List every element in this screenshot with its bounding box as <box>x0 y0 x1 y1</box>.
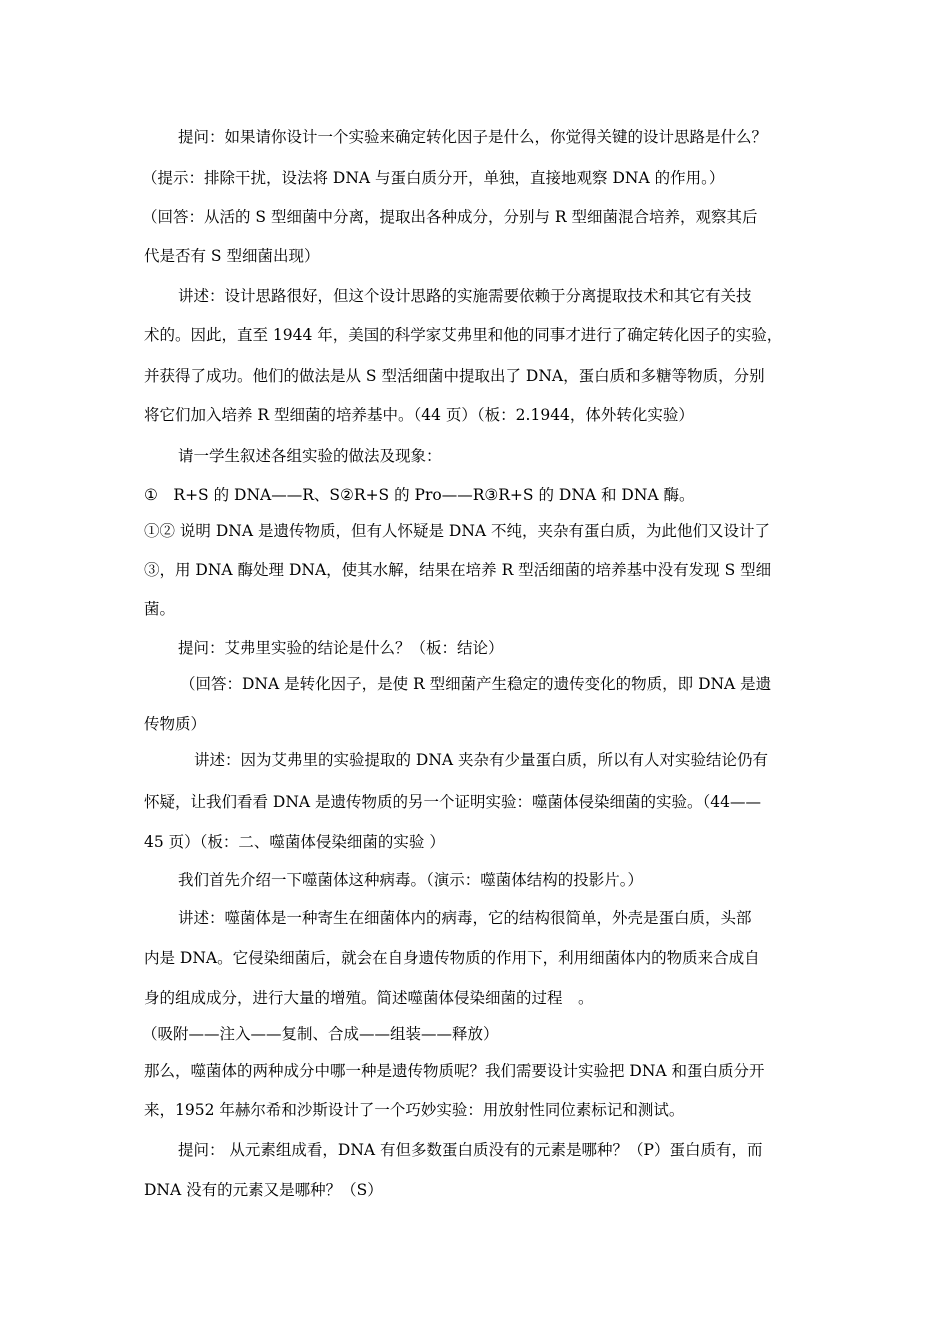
text-line: 菌。 <box>144 600 176 618</box>
text-line: 请一学生叙述各组实验的做法及现象： <box>178 447 442 465</box>
text-line: 那么，噬菌体的两种成分中哪一种是遗传物质呢？我们需要设计实验把 DNA 和蛋白质分开 <box>144 1062 765 1080</box>
text-line: ③，用 DNA 酶处理 DNA，使其水解，结果在培养 R 型活细菌的培养基中没有发现 S 型细 <box>144 561 772 579</box>
text-line: 讲述：噬菌体是一种寄生在细菌体内的病毒，它的结构很简单，外壳是蛋白质，头部 <box>178 909 752 927</box>
text-line: 术的。因此，直至 1944 年，美国的科学家艾弗里和他的同事才进行了确定转化因子的实验， <box>144 326 783 344</box>
text-line: ① R+S 的 DNA——R、S②R+S 的 Pro——R③R+S 的 DNA 和 DNA 酶。 <box>144 486 695 504</box>
text-line: 来，1952 年赫尔希和沙斯设计了一个巧妙实验：用放射性同位素标记和测试。 <box>144 1101 685 1119</box>
text-line: 代是否有 S 型细菌出现） <box>144 247 320 265</box>
text-line: 讲述：因为艾弗里的实验提取的 DNA 夹杂有少量蛋白质，所以有人对实验结论仍有 <box>194 751 769 769</box>
text-line: 传物质） <box>144 715 207 733</box>
text-line: 提问：艾弗里实验的结论是什么？（板：结论） <box>178 639 504 657</box>
text-line: 并获得了成功。他们的做法是从 S 型活细菌中提取出了 DNA，蛋白质和多糖等物质，分别 <box>144 367 765 385</box>
text-line: （回答：DNA 是转化因子，是使 R 型细菌产生稳定的遗传变化的物质，即 DNA 是遗 <box>180 675 772 693</box>
text-line: （提示：排除干扰，设法将 DNA 与蛋白质分开，单独，直接地观察 DNA 的作用。） <box>142 169 725 187</box>
text-line: 讲述：设计思路很好，但这个设计思路的实施需要依赖于分离提取技术和其它有关技 <box>178 287 752 305</box>
text-line: 我们首先介绍一下噬菌体这种病毒。（演示：噬菌体结构的投影片。） <box>178 871 644 889</box>
text-line: 身的组成成分，进行大量的增殖。简述噬菌体侵染细菌的过程 。 <box>144 989 594 1007</box>
text-line: 内是 DNA。它侵染细菌后，就会在自身遗传物质的作用下，利用细菌体内的物质来合成自 <box>144 949 760 967</box>
text-line: 怀疑，让我们看看 DNA 是遗传物质的另一个证明实验：噬菌体侵染细菌的实验。（44—— <box>144 793 762 811</box>
text-line: ①② 说明 DNA 是遗传物质，但有人怀疑是 DNA 不纯，夹杂有蛋白质，为此他们又设计了 <box>144 522 771 540</box>
text-line: （吸附——注入——复制、合成——组装——释放） <box>142 1025 499 1043</box>
text-line: 提问：如果请你设计一个实验来确定转化因子是什么，你觉得关键的设计思路是什么？ <box>178 128 768 146</box>
text-line: （回答：从活的 S 型细菌中分离，提取出各种成分，分别与 R 型细菌混合培养，观察其后 <box>142 208 758 226</box>
text-line: DNA 没有的元素又是哪种？（S） <box>144 1181 383 1199</box>
text-line: 45 页）（板：二、噬菌体侵染细菌的实验 ） <box>144 833 445 851</box>
text-line: 提问： 从元素组成看，DNA 有但多数蛋白质没有的元素是哪种？（P）蛋白质有，而 <box>178 1141 763 1159</box>
text-line: 将它们加入培养 R 型细菌的培养基中。（44 页）（板：2.1944，体外转化实验） <box>144 406 694 424</box>
